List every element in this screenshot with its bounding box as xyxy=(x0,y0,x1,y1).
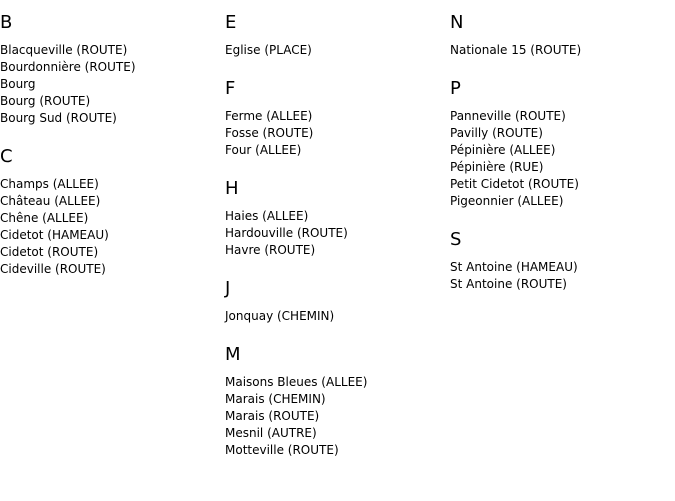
street-list xyxy=(450,108,674,210)
street-link[interactable]: Bourdonnière (ROUTE) xyxy=(0,60,136,74)
letter-heading: J xyxy=(225,278,231,299)
street-link[interactable]: Four (ALLEE) xyxy=(225,143,302,157)
street-link[interactable]: Bourg xyxy=(0,77,36,91)
street-link[interactable]: Maisons Bleues (ALLEE) xyxy=(225,375,368,389)
letter-heading: F xyxy=(225,78,236,99)
letter-group-b xyxy=(0,12,224,127)
letter-group-e xyxy=(225,12,449,59)
street-item xyxy=(225,125,449,142)
street-item xyxy=(450,125,674,142)
letter-group-s xyxy=(450,229,674,293)
street-item xyxy=(225,308,449,325)
street-item xyxy=(450,276,674,293)
street-link[interactable]: Hardouville (ROUTE) xyxy=(225,226,348,240)
street-link[interactable]: Eglise (PLACE) xyxy=(225,43,312,57)
letter-heading: B xyxy=(0,12,13,33)
street-link[interactable]: Pépinière (RUE) xyxy=(450,160,544,174)
street-item xyxy=(225,242,449,259)
street-item xyxy=(225,42,449,59)
letter-group-j xyxy=(225,278,449,325)
letter-group-h xyxy=(225,178,449,259)
street-link[interactable]: Bourg (ROUTE) xyxy=(0,94,91,108)
street-item xyxy=(225,225,449,242)
street-list xyxy=(225,208,449,259)
street-link[interactable]: Blacqueville (ROUTE) xyxy=(0,43,128,57)
street-column-2 xyxy=(225,12,449,478)
street-link[interactable]: Motteville (ROUTE) xyxy=(225,443,339,457)
letter-heading: N xyxy=(450,12,464,33)
street-item xyxy=(0,76,224,93)
street-item xyxy=(0,193,224,210)
street-item xyxy=(225,391,449,408)
street-item xyxy=(0,42,224,59)
street-item xyxy=(225,442,449,459)
street-link[interactable]: Marais (ROUTE) xyxy=(225,409,320,423)
street-link[interactable]: Marais (CHEMIN) xyxy=(225,392,326,406)
street-item xyxy=(0,244,224,261)
street-item xyxy=(450,108,674,125)
street-list xyxy=(225,108,449,159)
street-link[interactable]: Nationale 15 (ROUTE) xyxy=(450,43,582,57)
street-link[interactable]: Haies (ALLEE) xyxy=(225,209,309,223)
street-link[interactable]: St Antoine (HAMEAU) xyxy=(450,260,578,274)
street-item xyxy=(450,259,674,276)
street-item xyxy=(450,159,674,176)
street-item xyxy=(225,142,449,159)
street-column-1 xyxy=(0,12,224,297)
street-item xyxy=(225,208,449,225)
street-list xyxy=(450,42,674,59)
letter-group-p xyxy=(450,78,674,210)
street-link[interactable]: Pépinière (ALLEE) xyxy=(450,143,556,157)
street-item xyxy=(450,193,674,210)
street-item xyxy=(0,227,224,244)
street-item xyxy=(0,93,224,110)
street-link[interactable]: Cideville (ROUTE) xyxy=(0,262,106,276)
letter-heading: P xyxy=(450,78,461,99)
street-link[interactable]: Havre (ROUTE) xyxy=(225,243,316,257)
street-link[interactable]: Pigeonnier (ALLEE) xyxy=(450,194,564,208)
letter-group-f xyxy=(225,78,449,159)
street-list xyxy=(0,42,224,127)
letter-heading: M xyxy=(225,344,241,365)
street-item xyxy=(0,110,224,127)
street-item xyxy=(0,210,224,227)
street-link[interactable]: Chêne (ALLEE) xyxy=(0,211,89,225)
street-list xyxy=(225,308,449,325)
street-list xyxy=(450,259,674,293)
street-item xyxy=(0,261,224,278)
street-link[interactable]: Panneville (ROUTE) xyxy=(450,109,566,123)
letter-heading: H xyxy=(225,178,239,199)
letter-group-m xyxy=(225,344,449,459)
street-link[interactable]: St Antoine (ROUTE) xyxy=(450,277,567,291)
street-link[interactable]: Petit Cidetot (ROUTE) xyxy=(450,177,579,191)
street-item xyxy=(450,142,674,159)
street-item xyxy=(225,374,449,391)
street-link[interactable]: Château (ALLEE) xyxy=(0,194,101,208)
street-link[interactable]: Bourg Sud (ROUTE) xyxy=(0,111,117,125)
street-list xyxy=(0,176,224,278)
street-link[interactable]: Mesnil (AUTRE) xyxy=(225,426,317,440)
letter-group-c xyxy=(0,146,224,278)
letter-group-n xyxy=(450,12,674,59)
letter-heading: C xyxy=(0,146,13,167)
street-link[interactable]: Jonquay (CHEMIN) xyxy=(225,309,335,323)
street-item xyxy=(0,59,224,76)
street-link[interactable]: Champs (ALLEE) xyxy=(0,177,99,191)
street-link[interactable]: Cidetot (HAMEAU) xyxy=(0,228,109,242)
street-item xyxy=(225,108,449,125)
street-column-3 xyxy=(450,12,674,312)
street-item xyxy=(225,425,449,442)
street-link[interactable]: Fosse (ROUTE) xyxy=(225,126,314,140)
street-item xyxy=(450,176,674,193)
street-list xyxy=(225,42,449,59)
letter-heading: S xyxy=(450,229,462,250)
letter-heading: E xyxy=(225,12,237,33)
street-item xyxy=(450,42,674,59)
street-link[interactable]: Ferme (ALLEE) xyxy=(225,109,313,123)
street-link[interactable]: Pavilly (ROUTE) xyxy=(450,126,543,140)
street-item xyxy=(225,408,449,425)
street-list xyxy=(225,374,449,459)
street-item xyxy=(0,176,224,193)
street-link[interactable]: Cidetot (ROUTE) xyxy=(0,245,99,259)
